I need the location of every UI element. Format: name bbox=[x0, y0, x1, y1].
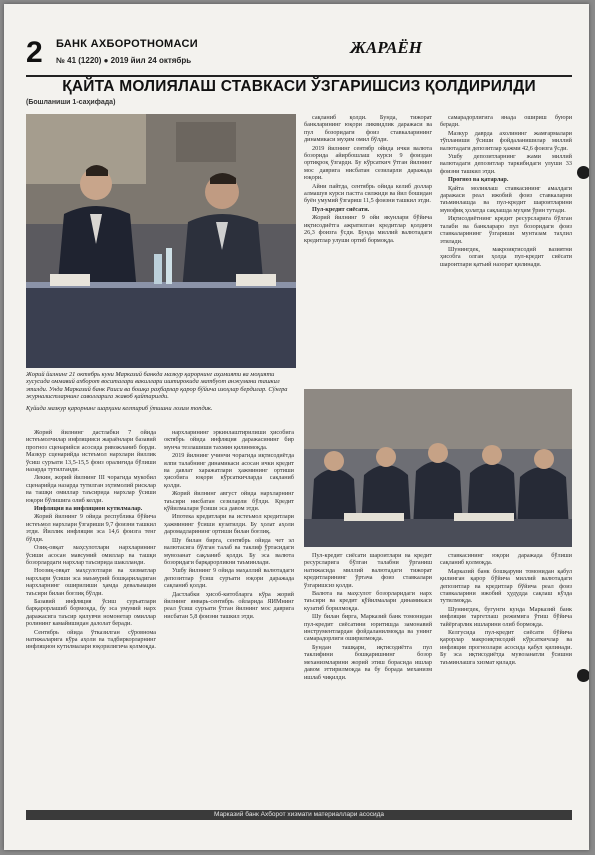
page-number: 2 bbox=[26, 36, 43, 69]
paragraph: Шунингдек, макроиқтисодий вазиятни ҳисобга олган ҳолда пул-кредит сиёсати шароитлари қатъий назорат қилинади. bbox=[440, 245, 572, 268]
caption-tail: Қуйида мазкур қарорнинг шарҳини келтириб ўтишни лозим топдик. bbox=[26, 404, 213, 412]
paragraph: Жорий йилнинг 9 ойи якунлари бўйича иқтисодиётга ажратилган кредитлар қолдиғи 26,3 фоизга ўсди. Бунда миллий валютадаги кредитлар улуши ортиб бормоқда. bbox=[304, 214, 432, 244]
paragraph: Ушбу депозитларнинг жами миллий валютадаги депозитлар таркибидаги улуши 33 фоизни ташкил этди. bbox=[440, 153, 572, 175]
paragraph: 2019 йилнинг учинчи чорагида иқтисодиётда ялпи талабнинг динамикаси асосан ички кредит ва давлат харажатлари ҳажмининг ортиши ҳисобига юқори кўрсаткичларда сақланиб қолди. bbox=[164, 452, 294, 489]
paragraph: Жорий йилнинг 9 ойида республика бўйича истеъмол нархлари ўзгариши 9,7 фоизни ташкил этди. Йиллик инфляция эса 14,6 фоизга тенг бўлди. bbox=[26, 513, 156, 543]
subheading: Прогноз ва қатарлар. bbox=[448, 176, 509, 184]
caption-text: Жорий йилнинг 21 октябрь куни Марказий банкда мазкур қарорнинг аҳамияти ва моҳияти хусусида оммавий ахборот воситалари вакиллари иштирокида матбуот анжумани ташкил этилди. Унда Марказий банк Раиси ва бошқа раҳбарлар қарор бўйича изоҳлар бердилар. Сўнгра журналистларнинг саволларига жавоб қайтарилди. bbox=[26, 371, 288, 401]
paragraph: Бундан ташқари, иқтисодиётга пул таклифини бошқаришнинг бозор механизмларини жорий этиш борасида ишлар давом эттирилмоқда ва бу борада механизм ишлаб чиқилди. bbox=[304, 643, 432, 681]
column-6 bbox=[440, 552, 572, 804]
paragraph: Лекин, жорий йилнинг III чорагида мукобил сценарийда назарда тутилган эҳтимолий рисклар ва ташқи омиллар таъсирида нархлар ўсиши юқори бўлишига олиб келди. bbox=[26, 474, 156, 504]
photo-caption bbox=[26, 371, 296, 412]
audience-photo bbox=[304, 389, 572, 547]
page-header bbox=[26, 34, 572, 76]
paragraph: Шунингдек, бугунги кунда Марказий банк инфляция таргетлаш режимига ўтиш бўйича тайёргарлик ишларини олиб бормоқда. bbox=[440, 605, 572, 628]
audience-illustration bbox=[304, 389, 572, 547]
paragraph: Ноозиқ-овқат маҳсулотлари ва хизматлар нархлари ўсиши эса маъмурий бошқариладиган нархларнинг оширилиши ҳамда девальвация таъсири билан боғлиқ бўлди. bbox=[26, 567, 156, 597]
paragraph: Жорий йилнинг август ойида нархларнинг таъсири нисбатан сезиларли бўлди. Кредит қўйилмалари ўсиши эса давом этди. bbox=[164, 490, 294, 513]
paper-name: БАНК АХБОРОТНОМАСИ bbox=[56, 38, 198, 50]
paragraph: Базавий инфляция ўсиш суръатлари барқарорлашиб бормоқда, бу эса умумий нарх даражасига таъсир қилувчи номонетар омиллар ролининг камайишидан далолат беради. bbox=[26, 597, 156, 628]
press-conference-photo bbox=[26, 114, 296, 368]
column-1 bbox=[26, 429, 156, 804]
footer-bar: Марказий банк Ахборот хизмати материаллари асосида bbox=[26, 810, 572, 820]
paragraph: Иқтисодиётнинг кредит ресурсларига бўлган талаби ва банклараро пул бозоридаги фоиз ставкаларининг ўзгариши мунтазам таҳлил этилади. bbox=[440, 215, 572, 245]
paragraph: Ипотека кредитлари ва истеъмол кредитлари ҳажмининг ўсиши кузатилди. Бу ҳолат аҳоли даромадларининг ортиши билан боғлиқ. bbox=[164, 513, 294, 536]
paragraph: ставкасининг юқори даражада бўлиши сақланиб қолмоқда. bbox=[440, 552, 572, 567]
continuation-note: (Бошланиши 1-саҳифада) bbox=[26, 99, 116, 106]
paragraph: 2019 йилнинг сентябр ойида ички валюта бозорида айирбошлаш курси 9 фоиздан ортиқроқ ўзгарди. Бу кўрсаткич ўтган йилнинг мос даврига нисбатан сезиларли даражада юқори. bbox=[304, 144, 432, 182]
column-4 bbox=[440, 114, 572, 384]
press-conference-illustration bbox=[26, 114, 296, 368]
paragraph: Айни пайтда, сентябрь ойида келиб доллар алмашув курси пастга силжиди ва йил бошидан буён умумий ўзгариш 11,5 фоизни ташкил этди. bbox=[304, 182, 432, 205]
subheading: Инфляция ва инфляцион кутилмалар. bbox=[34, 505, 143, 513]
paragraph: Валюта ва маҳсулот бозорларидаги нарх таъсири ва кредит қўйилмалари динамикаси кузатиб борилмоқда. bbox=[304, 590, 432, 612]
punch-hole-top bbox=[577, 166, 589, 179]
column-2 bbox=[164, 429, 294, 804]
paragraph: сақланиб қолди. Бунда, тижорат банкларининг юқори ликвидлик даражаси ва пул бозоридаги фоиз ставкаларининг динамикаси муҳим омил бўлди. bbox=[304, 114, 432, 144]
paragraph: Дастлабки ҳисоб-китобларга кўра жорий йилнинг январь-сентябрь ойларида ЯИМнинг реал ўсиш суръати ўтган йилнинг мос даврига нисбатан 5,8 фоизни ташкил этди. bbox=[164, 590, 294, 620]
paragraph: Пул-кредит сиёсати шароитлари ва кредит ресурсларига бўлган талабни ўрганиш натижасида миллий валютадаги тижорат кредитларининг ўртача фоиз ставкалари ўзгаришсиз қолди. bbox=[304, 552, 432, 589]
newspaper-page bbox=[4, 4, 589, 850]
paragraph: Озиқ-овқат маҳсулотлари нархларининг ўсиши асосан мавсумий омиллар ва ташқи бозорлардаги нархлар таъсирида шаклланди. bbox=[26, 544, 156, 566]
paragraph: Ушбу йилнинг 9 ойида маҳаллий валютадаги депозитлар ўсиш суръати юқори даражада сақланиб қолди. bbox=[164, 567, 294, 590]
paragraph: Қайта молиялаш ставкасининг амалдаги даражаси реал ижобий фоиз ставкаларни таъминлашда ва пул-кредит шароитларини мувофиқ ҳолатда сақлашда муҳим ўрин тутади. bbox=[440, 184, 572, 214]
article-headline: ҚАЙТА МОЛИЯЛАШ СТАВКАСИ ЎЗГАРИШСИЗ ҚОЛДИРИЛДИ bbox=[62, 78, 536, 95]
section-title: ЖАРАЁН bbox=[350, 38, 422, 57]
punch-hole-bottom bbox=[577, 669, 589, 682]
paragraph: нархларининг эркинлаштирилиши ҳисобига октябрь ойида инфляция даражасининг бир мунча тезлашиши тахмин қилинмоқда. bbox=[164, 429, 294, 451]
column-5 bbox=[304, 552, 432, 804]
paragraph: самарадорлигига янада ошириш буюри беради. bbox=[440, 114, 572, 129]
paragraph: Келгусида пул-кредит сиёсати бўйича қарорлар макроиқтисодий кўрсаткичлар ва инфляция прогнозлари асосида қабул қилинади. Бу эса иқтисодиётда мувозанатли ўсишни таъминлашга хизмат қилади. bbox=[440, 629, 572, 666]
paragraph: Шу билан бирга, сентябрь ойида чет эл валютасига бўлган талаб ва таклиф ўртасидаги мувозанат сақланиб қолди. Бу эса валюта бозоридаги барқарорликни таъминлади. bbox=[164, 536, 294, 566]
paragraph: Мазкур даврда ахолининг жамғармалари тўпланиши ўсиши фойдаланишилар миллий валютадаги депозитлар ҳажми 42,6 фоизга ўсди. bbox=[440, 129, 572, 152]
issue-line: № 41 (1220) ● 2019 йил 24 октябрь bbox=[56, 56, 192, 65]
subheading: Пул-кредит сиёсати. bbox=[312, 205, 370, 213]
header-rule bbox=[26, 75, 572, 77]
paragraph: Сентябрь ойида ўтказилган сўровнома натижаларига кўра аҳоли ва тадбиркорларнинг инфляцион кутилмалари юқорилигича қолмоқда. bbox=[26, 628, 156, 651]
column-3 bbox=[304, 114, 432, 384]
paragraph: Жорий йилнинг дастлабки 7 ойида истеъмолчилар инфляцияси жараёнлари базавий прогноз сценарийси асосида ривожланиб борди. Мазкур сценарийда истеъмол нархлари йиллик ўсиш суръати 13,5-15,5 фоиз оралиғида бўлиши назарда тутилганди. bbox=[26, 429, 156, 474]
paragraph: Шу билан бирга, Марказий банк томонидан пул-кредит сиёсатини юритишда замонавий инструментлардан фойдаланилмоқда ва унинг самарадорлиги оширилмоқда. bbox=[304, 613, 432, 643]
paragraph: Марказий банк бошқаруви томонидан қабул қилинган қарор бўйича миллий валютадаги депозитлар ва кредитлар бўйича реал фоиз ставкаларини ижобий ҳудудда сақлаш кўзда тутилмоқда. bbox=[440, 567, 572, 605]
